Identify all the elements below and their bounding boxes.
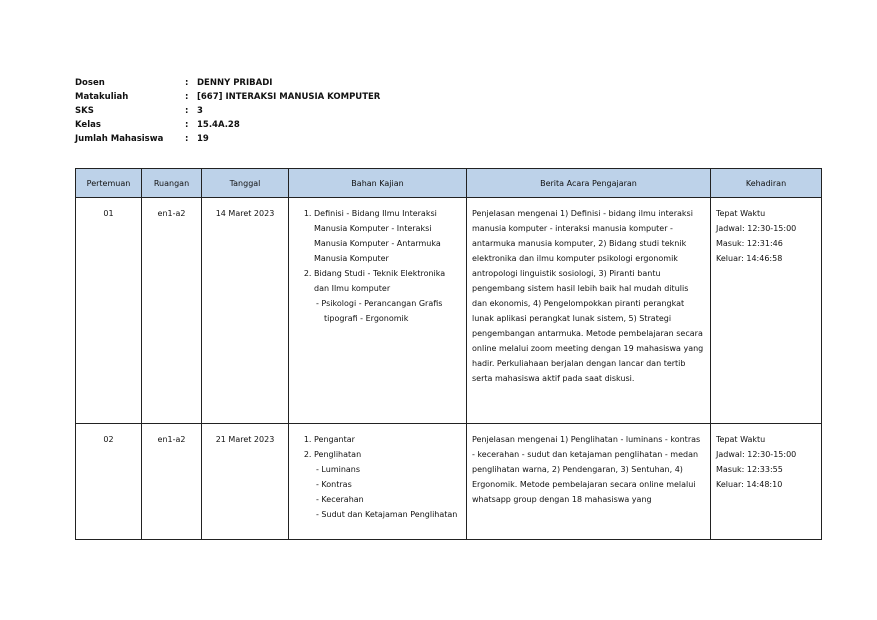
cell-kehadiran (711, 424, 822, 540)
cell-tanggal: 14 Maret 2023 (202, 198, 289, 424)
info-value: 19 (197, 134, 209, 144)
topic-item (314, 447, 461, 522)
info-label: SKS (75, 106, 94, 116)
table-header-row (76, 169, 822, 198)
topic-item (314, 206, 461, 266)
attendance-table (75, 168, 822, 540)
info-row-matakuliah (75, 90, 380, 104)
topic-text: Pengantar (314, 435, 355, 444)
info-colon: : (185, 120, 189, 130)
topic-list (294, 432, 461, 522)
topic-text: Penglihatan (314, 450, 362, 459)
table-row (76, 424, 822, 540)
info-colon: : (185, 92, 189, 102)
attendance-out: Keluar: 14:48:10 (716, 480, 783, 489)
subtopic: - Luminans (316, 465, 361, 474)
attendance-status: Tepat Waktu (716, 435, 766, 444)
topic-text: Definisi - Bidang Ilmu Interaksi Manusia Komputer - Interaksi Manusia Komputer - Antarmuka Manusia Komputer (314, 209, 441, 263)
attendance-in: Masuk: 12:31:46 (716, 239, 783, 248)
attendance-status: Tepat Waktu (716, 209, 766, 218)
info-value: 15.4A.28 (197, 120, 240, 130)
attendance-schedule: Jadwal: 12:30-15:00 (716, 450, 797, 459)
info-value: DENNY PRIBADI (197, 78, 273, 88)
info-colon: : (185, 106, 189, 116)
cell-ruangan: en1-a2 (142, 198, 202, 424)
topic-list (294, 206, 461, 326)
cell-bahan-kajian (289, 424, 467, 540)
info-label: Jumlah Mahasiswa (75, 134, 164, 144)
subtopic: - Psikologi - Perancangan Grafis tipografi - Ergonomik (316, 299, 443, 323)
info-value: 3 (197, 106, 203, 116)
course-info (75, 76, 380, 146)
cell-kehadiran (711, 198, 822, 424)
info-value: [667] INTERAKSI MANUSIA KOMPUTER (197, 92, 381, 102)
header-pertemuan: Pertemuan (76, 169, 142, 198)
info-label: Dosen (75, 78, 105, 88)
subtopic: - Kontras (316, 480, 352, 489)
cell-pertemuan: 02 (76, 424, 142, 540)
attendance-schedule: Jadwal: 12:30-15:00 (716, 224, 797, 233)
topic-item (314, 432, 461, 447)
header-bahan-kajian: Bahan Kajian (289, 169, 467, 198)
subtopic: - Sudut dan Ketajaman Penglihatan (316, 510, 458, 519)
cell-ruangan: en1-a2 (142, 424, 202, 540)
cell-pertemuan: 01 (76, 198, 142, 424)
info-row-sks (75, 104, 380, 118)
table-row (76, 198, 822, 424)
attendance-out: Keluar: 14:46:58 (716, 254, 783, 263)
cell-berita-acara: Penjelasan mengenai 1) Penglihatan - luminans - kontras - kecerahan - sudut dan ketajaman penglihatan - medan penglihatan warna, 2) Pendengaran, 3) Sentuhan, 4) Ergonomik. Metode pembelajaran secara online melalui whatsapp group dengan 18 mahasiswa yang (467, 424, 711, 540)
header-berita-acara: Berita Acara Pengajaran (467, 169, 711, 198)
header-kehadiran: Kehadiran (711, 169, 822, 198)
header-tanggal: Tanggal (202, 169, 289, 198)
subtopic: - Kecerahan (316, 495, 364, 504)
cell-bahan-kajian (289, 198, 467, 424)
attendance-in: Masuk: 12:33:55 (716, 465, 783, 474)
cell-berita-acara: Penjelasan mengenai 1) Definisi - bidang ilmu interaksi manusia komputer - interaksi manusia komputer - antarmuka manusia komputer, 2) Bidang studi teknik elektronika dan ilmu komputer psikologi ergonomik antropologi linguistik sosiologi, 3) Piranti bantu pengembang sistem hasil lebih baik hal mudah ditulis dan ekonomis, 4) Pengelompokkan piranti perangkat lunak aplikasi perangkat lunak sistem, 5) Strategi pengembangan antarmuka. Metode pembelajaran secara online melalui zoom meeting dengan 19 mahasiswa yang hadir. Perkuliahaan berjalan dengan lancar dan tertib serta mahasiswa aktif pada saat diskusi. (467, 198, 711, 424)
topic-item (314, 266, 461, 326)
info-label: Kelas (75, 120, 101, 130)
info-colon: : (185, 78, 189, 88)
info-label: Matakuliah (75, 92, 129, 102)
cell-tanggal: 21 Maret 2023 (202, 424, 289, 540)
info-row-jumlah-mahasiswa (75, 132, 380, 146)
topic-text: Bidang Studi - Teknik Elektronika dan Ilmu komputer (314, 269, 446, 293)
header-ruangan: Ruangan (142, 169, 202, 198)
info-row-kelas (75, 118, 380, 132)
info-row-dosen (75, 76, 380, 90)
info-colon: : (185, 134, 189, 144)
